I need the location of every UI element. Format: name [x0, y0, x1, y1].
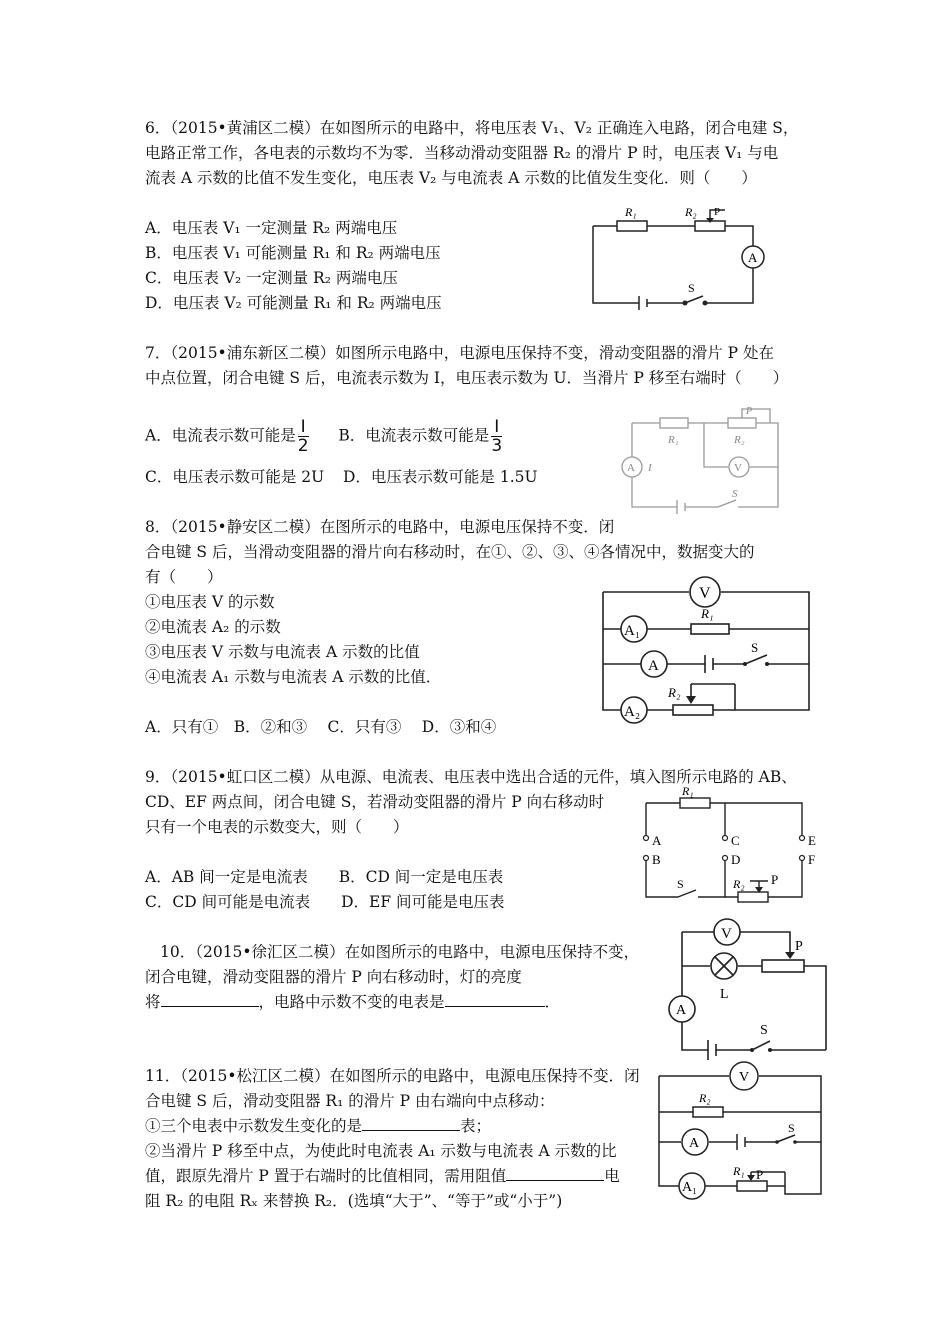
q10-line-3-end: ． [544, 993, 561, 1011]
q10-ammeter-label: A [676, 1003, 687, 1018]
q9-r1-label: R₁ [682, 784, 694, 798]
q9-point-f: F [808, 852, 816, 867]
q11-line-2: 合电键 S 后，滑动变阻器 R₁ 的滑片 P 由右端向中点移动： [145, 1092, 555, 1110]
q7-b-numerator: I [491, 418, 502, 437]
q7-switch-label: S [732, 488, 738, 500]
q6-stem-line-3: 流表 A 示数的比值不发生变化，电压表 V₂ 与电流表 A 示数的比值发生变化．则（ ） [145, 169, 757, 187]
q6-option-a: A．电压表 V₁ 一定测量 R₂ 两端电压 [145, 219, 398, 237]
q9-stem-line-3: 只有一个电表的示数变大，则（ ） [145, 818, 409, 836]
q11-ammeter-a1-label: A₁ [682, 1180, 697, 1195]
q8-stem-line-3: 有（ ） [145, 568, 223, 586]
q11-line-1: 11．（2015•松江区二模）在如图所示的电路中，电源电压保持不变．闭 [145, 1067, 640, 1085]
q6-ammeter-label: A [748, 250, 758, 265]
q8-r2-label: R₂ [668, 685, 681, 700]
q10-blank-1[interactable] [161, 992, 259, 1007]
q8-item-4: ④电流表 A₁ 示数与电流表 A 示数的比值． [145, 668, 442, 686]
q9-options-ab: A．AB 间一定是电流表 B．CD 间一定是电压表 [145, 868, 504, 886]
q7-option-a-fraction [298, 418, 309, 455]
q7-option-c: C．电压表示数可能是 2U [145, 468, 325, 486]
q11-line-3 [145, 1116, 491, 1136]
q11-line-6: 阻 R₂ 的电阻 Rₓ 来替换 R₂．(选填“大于”、“等于”或“小于”) [145, 1192, 563, 1210]
q9-point-b: B [652, 852, 661, 867]
q11-blank-1[interactable] [362, 1116, 460, 1131]
q7-ammeter-label: A [627, 462, 635, 474]
q6-p-label: P [714, 206, 721, 218]
q7-stem-line-1: 7．（2015•浦东新区二模）如图所示电路中，电源电压保持不变，滑动变阻器的滑片 P 处在 [145, 344, 774, 362]
q7-stem-line-2: 中点位置，闭合电键 S 后，电流表示数为 I，电压表示数为 U．当滑片 P 移至右端时（ ） [145, 369, 789, 387]
q9-circuit-diagram [640, 785, 825, 905]
q9-stem-line-1: 9．（2015•虹口区二模）从电源、电流表、电压表中选出合适的元件，填入图所示电路的 AB、 [145, 768, 797, 786]
q8-stem-line-2: 合电键 S 后，当滑动变阻器的滑片向右移动时，在①、②、③、④各情况中，数据变大的 [145, 543, 755, 561]
q10-line-2: 闭合电键，滑动变阻器的滑片 P 向右移动时，灯的亮度 [145, 968, 522, 986]
q9-p-label: P [771, 872, 779, 887]
q7-option-d: D．电压表示数可能是 1.5U [343, 468, 538, 486]
q6-r1-label: R₁ [625, 205, 637, 219]
q11-voltmeter-label: V [739, 1070, 750, 1085]
q11-line-5-end: 电 [604, 1167, 620, 1185]
q10-blank-2[interactable] [445, 992, 545, 1007]
q9-point-c: C [731, 833, 740, 848]
q8-ammeter-a1-label: A₁ [624, 623, 641, 639]
q9-switch-label: S [677, 877, 684, 891]
q7-r1-label: R₁ [668, 434, 679, 446]
q11-line-5 [145, 1166, 620, 1186]
q9-point-a: A [652, 833, 662, 848]
q7-circuit-diagram [620, 405, 790, 515]
q6-stem-line-1: 6．（2015•黄浦区二模）在如图所示的电路中，将电压表 V₁、V₂ 正确连入电路，闭合电建 S， [145, 119, 799, 137]
q6-switch-label: S [688, 281, 695, 295]
q10-p-label: P [795, 939, 803, 954]
q8-item-3: ③电压表 V 示数与电流表 A 示数的比值 [145, 643, 420, 661]
q7-a-denominator: 2 [297, 436, 309, 456]
q8-ammeter-a2-label: A₂ [624, 704, 641, 720]
q7-b-denominator: 3 [491, 436, 503, 456]
q11-r2-label: R₂ [699, 1091, 711, 1105]
q9-point-e: E [808, 833, 816, 848]
q6-option-d: D．电压表 V₂ 可能测量 R₁ 和 R₂ 两端电压 [145, 294, 442, 312]
q7-current-label: I [648, 462, 652, 474]
q9-options-cd: C．CD 间可能是电流表 D．EF 间可能是电压表 [145, 893, 505, 911]
q10-line-3 [145, 992, 560, 1012]
q6-stem-line-2: 电路正常工作，各电表的示数均不为零．当移动滑动变阻器 R₂ 的滑片 P 时，电压表 V₁ 与电 [145, 144, 779, 162]
q7-a-numerator: I [298, 418, 309, 437]
q6-circuit-diagram [585, 198, 775, 313]
q8-circuit-diagram [595, 570, 815, 730]
q8-item-1: ①电压表 V 的示数 [145, 593, 275, 611]
q7-option-b-text: B．电流表示数可能是 [338, 426, 490, 445]
q6-option-c: C．电压表 V₂ 一定测量 R₂ 两端电压 [145, 269, 398, 287]
q8-switch-label: S [751, 640, 759, 655]
q9-r2-label: R₂ [733, 877, 745, 891]
q7-option-a-text: A．电流表示数可能是 [145, 426, 296, 445]
q11-line-4: ②当滑片 P 移至中点，为使此时电流表 A₁ 示数与电流表 A 示数的比 [145, 1142, 617, 1160]
q6-r2-label: R₂ [685, 205, 697, 219]
q11-p-label: P [756, 1167, 764, 1182]
q11-ammeter-a-label: A [689, 1136, 700, 1151]
q9-point-d: D [731, 852, 741, 867]
q9-stem-line-2: CD、EF 两点间，闭合电键 S，若滑动变阻器的滑片 P 向右移动时 [145, 793, 605, 811]
q11-line-3-start: ①三个电表中示数发生变化的是 [145, 1117, 363, 1135]
q11-r1-label: R₁ [733, 1164, 745, 1178]
q7-voltmeter-label: V [734, 462, 742, 474]
q10-line-1: 10．（2015•徐汇区二模）在如图所示的电路中，电源电压保持不变， [160, 943, 640, 961]
q7-p-label: P [746, 406, 753, 417]
q11-line-3-end: 表； [460, 1117, 492, 1135]
q7-option-b-fraction [491, 418, 502, 455]
q8-stem-line-1: 8．（2015•静安区二模）在图所示的电路中，电源电压保持不变．闭 [145, 518, 615, 536]
q8-ammeter-a-label: A [648, 658, 659, 674]
q10-line-3-start: 将 [145, 993, 161, 1011]
q7-r2-label: R₂ [734, 434, 745, 446]
q8-voltmeter-label: V [699, 585, 711, 602]
q11-line-5-start: 值，跟原先滑片 P 置于右端时的比值相同，需用阻值 [145, 1167, 507, 1185]
q8-options: A．只有① B．②和③ C．只有③ D．③和④ [145, 718, 497, 736]
q10-circuit-diagram [662, 914, 832, 1064]
q10-voltmeter-label: V [721, 926, 732, 942]
q7-options-ab [145, 418, 504, 455]
q10-switch-label: S [760, 1023, 768, 1038]
q11-circuit-diagram [655, 1062, 830, 1202]
q10-lamp-label: L [720, 987, 729, 1002]
q11-switch-label: S [788, 1121, 795, 1135]
q10-line-3-middle: ，电路中示数不变的电表是 [258, 993, 445, 1011]
q8-item-2: ②电流表 A₂ 的示数 [145, 618, 281, 636]
q8-r1-label: R₁ [701, 606, 714, 621]
q11-blank-2[interactable] [506, 1166, 604, 1181]
q6-option-b: B．电压表 V₁ 可能测量 R₁ 和 R₂ 两端电压 [145, 244, 441, 262]
